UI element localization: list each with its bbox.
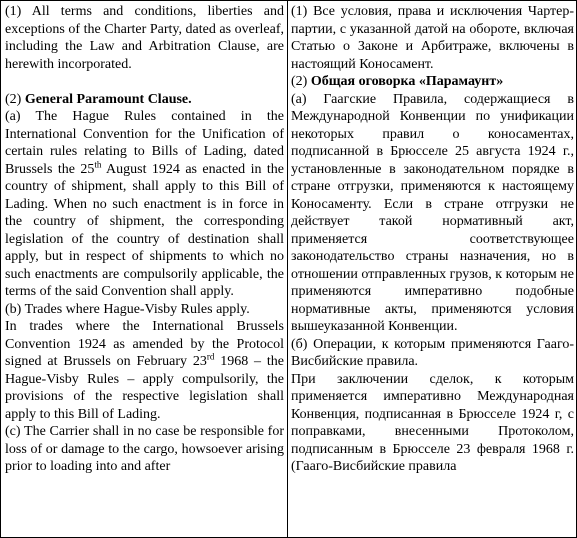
en-clause-2-number: (2) <box>5 91 25 107</box>
english-column <box>1 1 288 537</box>
en-clause-2a-date-suffix: th <box>94 158 102 169</box>
en-clause-2b-text-2: 1968 – the Hague-Visby Rules – apply compulsorily, the provisions of the respective legislation shall apply to this Bill of Lading. <box>5 354 284 422</box>
ru-clause-1: (1) Все условия, права и исключения Чартер-партии, с указанной датой на обороте, включая Статью о Законе и Арбитраже, включены в настоящий Коносамент. <box>291 4 574 72</box>
en-clause-1: (1) All terms and conditions, liberties and exceptions of the Charter Party, dated as overleaf, including the Law and Arbitration Clause, are herewith incorporated. <box>5 4 284 72</box>
en-clause-2-title <box>5 91 284 109</box>
en-clause-2a-text-1: (a) The Hague Rules contained in the International Convention for the Unification of certain rules relating to Bills of Lading, dated Brussels the 25 <box>5 109 284 177</box>
ru-general-paramount-heading: Общая оговорка «Парамаунт» <box>310 74 504 89</box>
ru-clause-2-title <box>291 73 574 91</box>
en-clause-2b-title: (b) Trades where Hague-Visby Rules apply. <box>5 301 250 317</box>
en-clause-2b-date-suffix: rd <box>206 351 215 362</box>
en-spacer <box>5 73 284 91</box>
en-clause-2a-text-2: August 1924 as enacted in the country of shipment, shall apply to this Bill of Lading. When no such enactment is in force in the country of shipment, the corresponding legislation of the country of destination shall apply, but in respect of shipments to which no such enactments are compulsorily applicable, the terms of the said Convention shall apply. <box>5 161 284 299</box>
en-clause-2b <box>5 318 284 423</box>
ru-clause-2b-title: (б) Операции, к которым применяются Гааго-Висбийские правила. <box>291 336 574 369</box>
ru-clause-2a: (а) Гаагские Правила, содержащиеся в Международной Конвенции по унификации некоторых правил о коносаментах, подписанной в Брюсселе 25 августа 1924 г., установленные в законодательном порядке в стране отгрузки, применяются к настоящему Коносаменту. Если в стране отгрузки не действует такой нормативный акт, применяется соответствующее законодательство страны назначения, но в отношении отправленных грузов, к которым не применяются императивно подобные нормативные акты, применяются условия вышеуказанной Конвенции. <box>291 91 574 334</box>
russian-column <box>288 1 576 537</box>
en-clause-2a <box>5 108 284 301</box>
en-clause-2c: (c) The Carrier shall in no case be responsible for loss of or damage to the cargo, howsoever arising prior to loading into and after <box>5 424 284 474</box>
ru-clause-2-number: (2) <box>291 74 311 89</box>
ru-clause-2b: При заключении сделок, к которым применяется императивно Международная Конвенция, подписанная в Брюсселе 1924 г, с поправками, внесенными Протоколом, подписанным в Брюсселе 23 февраля 1968 г. (Гааго-Висбийские правила <box>291 371 574 474</box>
en-general-paramount-heading: General Paramount Clause. <box>24 91 192 107</box>
en-clause-2b-text-1: In trades where the International Brussels Convention 1924 as amended by the Protocol signed at Brussels on February 23 <box>5 319 284 369</box>
